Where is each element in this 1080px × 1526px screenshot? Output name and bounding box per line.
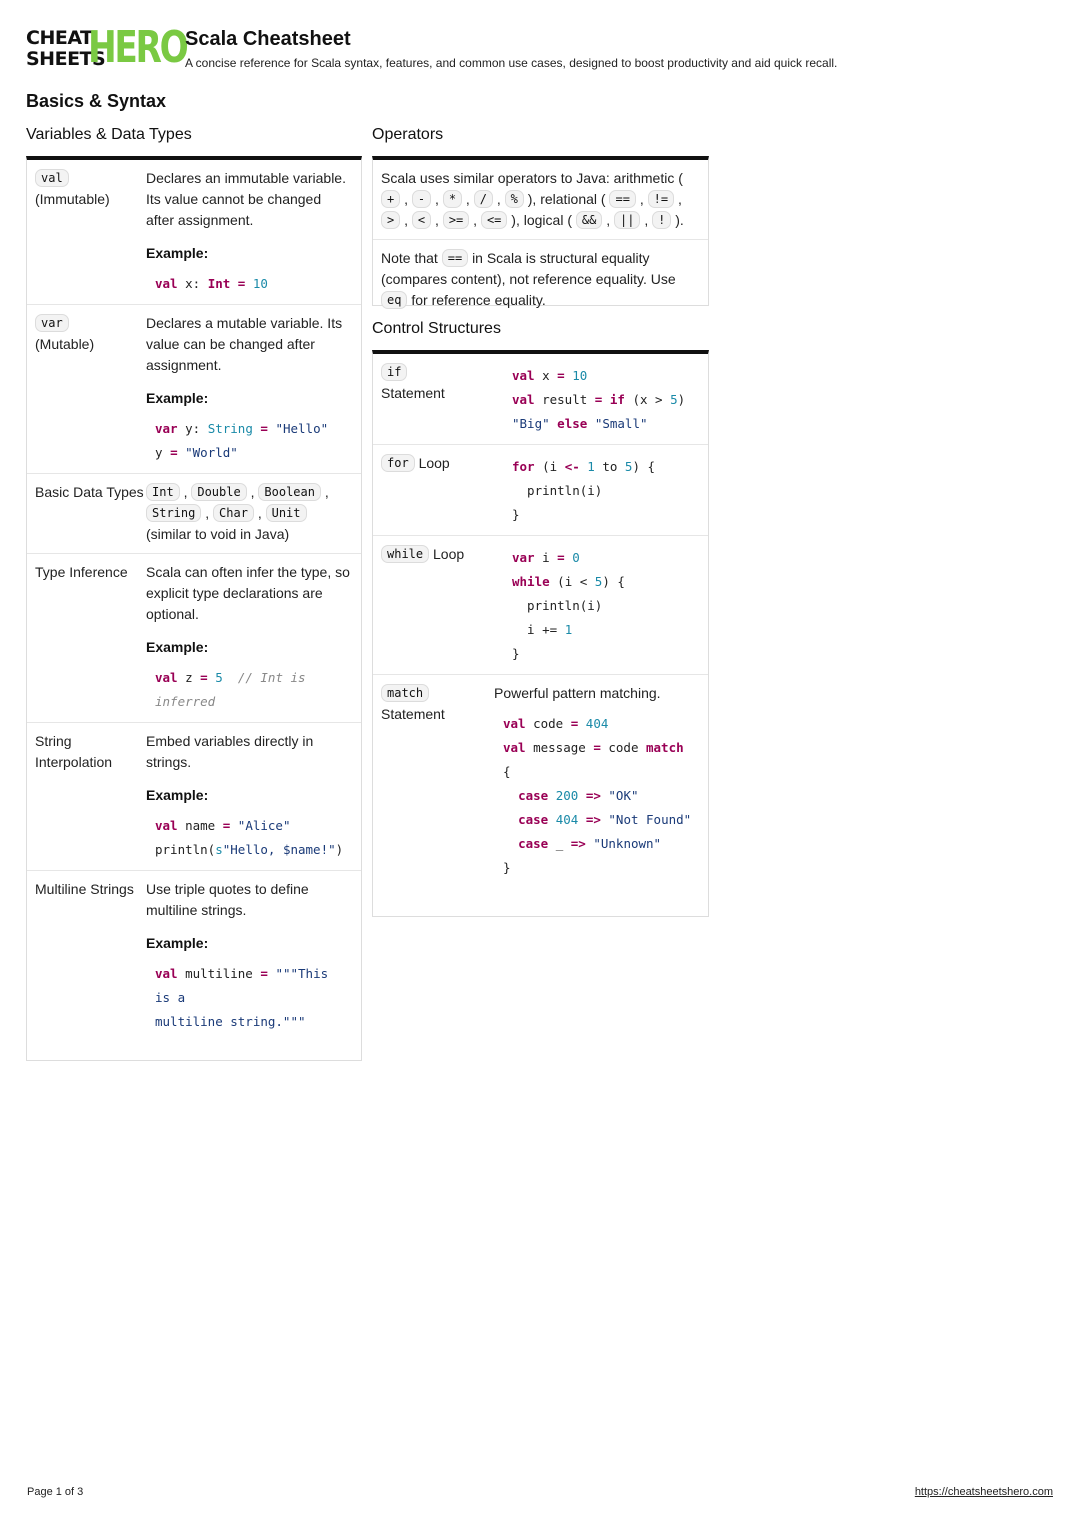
row-string-interpolation — [27, 723, 361, 871]
row-type-inference — [27, 554, 361, 723]
multiline-label: Multiline Strings — [35, 881, 134, 897]
row-label — [373, 453, 503, 527]
row-multiline — [27, 871, 361, 1042]
page-number: Page 1 of 3 — [27, 1486, 84, 1498]
code-example-inference: val z = 5 // Int is inferred — [155, 670, 306, 709]
for-label: Loop — [418, 455, 450, 471]
row-value — [146, 562, 361, 714]
example-label: Example: — [146, 390, 209, 406]
logo-cheat: CHEAT — [26, 27, 93, 49]
code-example-var: var y: String = "Hello" y = "World" — [155, 421, 329, 460]
code-type: Char — [213, 504, 254, 522]
code-op: <= — [481, 211, 507, 229]
multiline-desc: Use triple quotes to define multiline strings. — [146, 881, 309, 918]
row-label — [373, 683, 494, 880]
operators-note — [373, 240, 708, 319]
code-example-for: for (i <- 1 to 5) { println(i) } — [512, 459, 656, 522]
match-desc: Powerful pattern matching. — [494, 685, 661, 701]
code-example-match: val code = 404 val message = code match { case 200 => "OK" case 404 => "Not Found" case _ => "Unknown" } — [503, 716, 692, 875]
row-label — [373, 544, 503, 666]
note-pre: Note that — [381, 250, 438, 266]
code-op: * — [443, 190, 462, 208]
code-op: % — [505, 190, 524, 208]
code-op: - — [412, 190, 431, 208]
interp-desc: Embed variables directly in strings. — [146, 733, 314, 770]
note-post: in Scala is structural equality (compares content), not reference equality. Use — [381, 250, 676, 287]
code-type: Boolean — [258, 483, 321, 501]
row-value — [503, 453, 708, 527]
code-op: < — [412, 211, 431, 229]
example-label: Example: — [146, 245, 209, 261]
row-value — [146, 731, 361, 862]
code-type: String — [146, 504, 201, 522]
logo-hero: HERO — [88, 22, 187, 73]
logical-word: logical — [523, 212, 564, 228]
section-title: Basics & Syntax — [26, 91, 167, 111]
row-value — [503, 362, 708, 436]
example-label: Example: — [146, 639, 209, 655]
code-while: while — [381, 545, 429, 563]
interp-label: String Interpolation — [35, 733, 113, 770]
row-for — [373, 445, 708, 536]
row-match — [373, 675, 708, 888]
inference-desc: Scala can often infer the type, so explicit type declarations are optional. — [146, 564, 350, 622]
code-op: == — [609, 190, 635, 208]
while-label: Loop — [433, 546, 465, 562]
operators-intro-text: Scala uses similar operators to Java: arithmetic — [381, 170, 675, 186]
code-op: != — [648, 190, 674, 208]
code-op: + — [381, 190, 400, 208]
card-title-variables: Variables & Data Types — [26, 126, 192, 143]
basic-label: Basic Data Types — [35, 484, 144, 500]
var-desc: Declares a mutable variable. Its value can be changed after assignment. — [146, 315, 343, 373]
card-control — [372, 350, 709, 917]
code-op: >= — [443, 211, 469, 229]
code-type: Unit — [266, 504, 307, 522]
code-op: ! — [652, 211, 671, 229]
card-variables — [26, 156, 362, 1061]
row-val — [27, 160, 361, 305]
code-op: > — [381, 211, 400, 229]
row-value — [146, 879, 361, 1034]
code-val: val — [35, 169, 69, 187]
row-value — [146, 313, 361, 465]
inference-label: Type Inference — [35, 564, 128, 580]
row-label — [27, 168, 146, 296]
page-title: Scala Cheatsheet — [185, 28, 351, 50]
code-example-if: val x = 10 val result = if (x > 5) "Big" else "Small" — [512, 368, 686, 431]
row-while — [373, 536, 708, 675]
code-op: / — [474, 190, 493, 208]
var-label: (Mutable) — [35, 336, 95, 352]
row-value — [494, 683, 708, 880]
val-desc: Declares an immutable variable. Its value cannot be changed after assignment. — [146, 170, 346, 228]
example-label: Example: — [146, 787, 209, 803]
val-label: (Immutable) — [35, 191, 110, 207]
code-example-interp: val name = "Alice" println(s"Hello, $name!") — [155, 818, 344, 857]
code-if: if — [381, 363, 407, 381]
if-label: Statement — [381, 385, 445, 401]
code-type: Int — [146, 483, 180, 501]
logo[interactable] — [26, 22, 187, 73]
card-title-operators: Operators — [372, 126, 444, 143]
code-op: && — [576, 211, 602, 229]
code-example-multiline: val multiline = """This is a multiline string.""" — [155, 966, 329, 1029]
code-op: || — [614, 211, 640, 229]
operators-intro: Scala uses similar operators to Java: arithmetic ( + , - , * , / , % ), relational ( == , != , > , < , >= , <= ), logical ( && , || , ! ). — [373, 160, 708, 240]
row-label — [27, 313, 146, 465]
row-value — [146, 168, 361, 296]
code-example-val: val x: Int = 10 — [155, 276, 268, 291]
card-operators — [372, 156, 709, 306]
card-title-control: Control Structures — [372, 320, 501, 337]
basic-suffix: (similar to void in Java) — [146, 526, 290, 542]
code-type: Double — [191, 483, 246, 501]
code-example-while: var i = 0 while (i < 5) { println(i) i += 1 } — [512, 550, 625, 661]
code-op: == — [442, 249, 468, 267]
relational-word: relational — [540, 191, 598, 207]
match-label: Statement — [381, 706, 445, 722]
row-value: Int , Double , Boolean , String , Char , Unit (similar to void in Java) — [146, 484, 329, 542]
row-label — [373, 362, 503, 436]
row-basic-types — [27, 474, 361, 554]
row-var — [27, 305, 361, 474]
code-var: var — [35, 314, 69, 332]
site-link[interactable]: https://cheatsheetshero.com — [914, 1486, 1053, 1498]
example-label: Example: — [146, 935, 209, 951]
code-for: for — [381, 454, 415, 472]
logo-sheets: SHEETS — [26, 48, 106, 70]
row-value — [503, 544, 708, 666]
page-subtitle: A concise reference for Scala syntax, features, and common use cases, designed to boost productivity and aid quick recall. — [185, 56, 838, 70]
note-end: for reference equality. — [411, 292, 546, 308]
code-match: match — [381, 684, 429, 702]
code-op: eq — [381, 291, 407, 309]
row-if — [373, 354, 708, 445]
